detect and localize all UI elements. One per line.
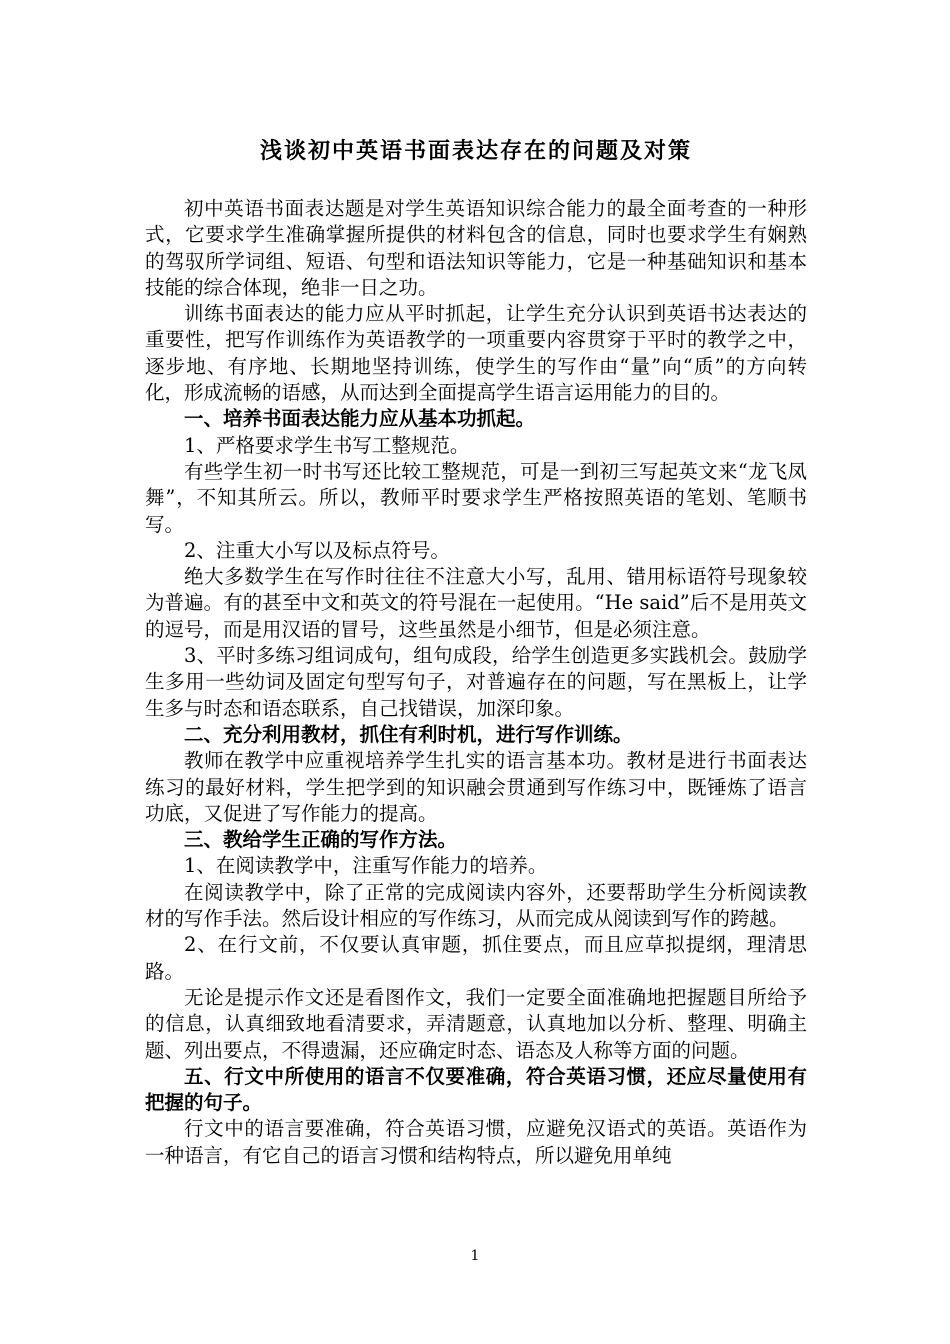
section-heading-2: 二、充分利用教材，抓住有利时机，进行写作训练。	[184, 722, 633, 746]
subheading-3-1: 1、在阅读教学中，注重写作能力的培养。	[184, 854, 548, 878]
paragraph-training: 训练书面表达的能力应从平时抓起，让学生充分认识到英语书达表达的重要性，把写作训练作为英语教学的一项重要内容贯穿于平时的教学之中，逐步地、有序地、长期地坚持训练，使学生的写作由“量”向“质”的方向转化，形成流畅的语感，从而达到全面提高学生语言运用能力的目的。	[145, 302, 807, 405]
section-heading-3: 三、教给学生正确的写作方法。	[184, 828, 458, 852]
document-body	[145, 196, 807, 1169]
document-title: 浅谈初中英语书面表达存在的问题及对策	[259, 138, 692, 164]
paragraph-language: 行文中的语言要准确，符合英语习惯，应避免汉语式的英语。英语作为一种语言，有它自己的语言习惯和结构特点，所以避免用单纯	[145, 1117, 807, 1167]
page-number: 1	[470, 1248, 480, 1264]
subheading-1-1: 1、严格要求学生书写工整规范。	[184, 433, 470, 457]
subheading-1-2: 2、注重大小写以及标点符号。	[184, 538, 450, 562]
paragraph-practice: 3、平时多练习组词成句，组句成段，给学生创造更多实践机会。鼓励学生多用一些幼词及固定句型写句子，对普遍存在的问题，写在黑板上，让学生多与时态和语态联系，自己找错误，加深印象。	[145, 644, 807, 720]
section-heading-5: 五、行文中所使用的语言不仅要准确，符合英语习惯，还应尽量使用有把握的句子。	[145, 1064, 807, 1115]
subheading-3-2: 2、在行文前，不仅要认真审题，抓住要点，而且应草拟提纲，理清思路。	[145, 933, 807, 983]
paragraph-handwriting: 有些学生初一时书写还比较工整规范，可是一到初三写起英文来“龙飞凤舞”，不知其所云。所以，教师平时要求学生严格按照英语的笔划、笔顺书写。	[145, 459, 807, 536]
paragraph-prompt: 无论是提示作文还是看图作文，我们一定要全面准确地把握题目所给予的信息，认真细致地看清要求，弄清题意，认真地加以分析、整理、明确主题、列出要点，不得遗漏，还应确定时态、语态及人称等方面的问题。	[145, 985, 807, 1062]
section-heading-1: 一、培养书面表达能力应从基本功抓起。	[184, 407, 536, 431]
paragraph-punctuation: 绝大多数学生在写作时往往不注意大小写，乱用、错用标语符号现象较为普遍。有的甚至中文和英文的符号混在一起使用。“He said”后不是用英文的逗号，而是用汉语的冒号，这些虽然是小细节，但是必须注意。	[145, 565, 807, 641]
paragraph-intro: 初中英语书面表达题是对学生英语知识综合能力的最全面考查的一种形式，它要求学生准确掌握所提供的材料包含的信息，同时也要求学生有娴熟的驾驭所学词组、短语、句型和语法知识等能力，它是一种基础知识和基本技能的综合体现，绝非一日之功。	[145, 197, 807, 299]
paragraph-textbook: 教师在教学中应重视培养学生扎实的语言基本功。教材是进行书面表达练习的最好材料，学生把学到的知识融会贯通到写作练习中，既锤炼了语言功底，又促进了写作能力的提高。	[145, 749, 807, 825]
paragraph-reading: 在阅读教学中，除了正常的完成阅读内容外，还要帮助学生分析阅读教材的写作手法。然后设计相应的写作练习，从而完成从阅读到写作的跨越。	[145, 880, 807, 931]
